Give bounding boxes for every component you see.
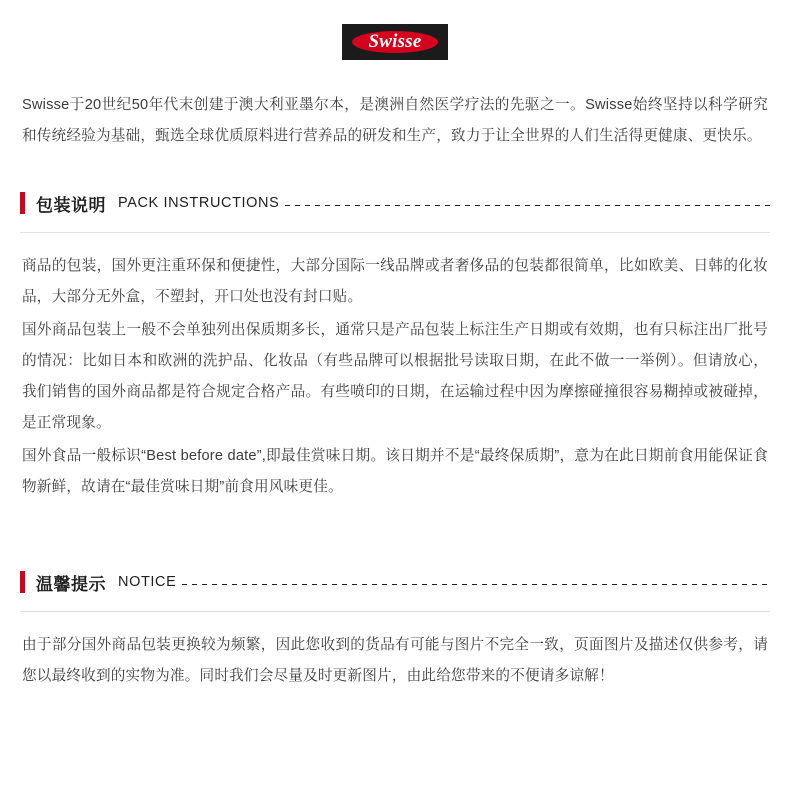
section-title-en: NOTICE — [118, 574, 177, 590]
section-title-cn: 温馨提示 — [36, 574, 106, 594]
section-divider — [20, 232, 770, 233]
paragraph: 国外食品一般标识“Best before date”,即最佳赏味日期。该日期并不是“最终保质期”，意为在此日期前食用能保证食物新鲜，故请在“最佳赏味日期”前食用风味更佳。 — [22, 448, 768, 495]
section-divider — [20, 611, 770, 612]
section-header-pack-instructions — [20, 186, 770, 220]
brand-logo-container — [0, 0, 790, 68]
accent-bar — [20, 192, 25, 214]
accent-bar — [20, 571, 25, 593]
notice-body — [22, 630, 768, 692]
section-title-en: PACK INSTRUCTIONS — [118, 195, 280, 211]
section-header-notice — [20, 565, 770, 599]
section-title-cn: 包装说明 — [36, 195, 106, 215]
logo-wordmark: Swisse — [368, 31, 422, 52]
pack-instructions-body — [22, 251, 768, 503]
dashed-rule — [285, 205, 770, 206]
swisse-logo — [342, 24, 448, 60]
brand-intro-text: Swisse于20世纪50年代末创建于澳大利亚墨尔本，是澳洲自然医学疗法的先驱之一。Swisse始终坚持以科学研究和传统经验为基础，甄选全球优质原料进行营养品的研发和生产，致力于让全世界的人们生活得更健康、更快乐。 — [22, 97, 768, 144]
paragraph: 由于部分国外商品包装更换较为频繁，因此您收到的货品有可能与图片不完全一致，页面图片及描述仅供参考，请您以最终收到的实物为准。同时我们会尽量及时更新图片，由此给您带来的不便请多谅解！ — [22, 637, 768, 684]
paragraph: 商品的包装，国外更注重环保和便捷性，大部分国际一线品牌或者奢侈品的包装都很简单，比如欧美、日韩的化妆品，大部分无外盒，不塑封，开口处也没有封口贴。 — [22, 258, 768, 305]
paragraph: 国外商品包装上一般不会单独列出保质期多长，通常只是产品包装上标注生产日期或有效期，也有只标注出厂批号的情况：比如日本和欧洲的洗护品、化妆品（有些品牌可以根据批号读取日期，在此不做一一举例）。但请放心，我们销售的国外商品都是符合规定合格产品。有些喷印的日期，在运输过程中因为摩擦碰撞很容易糊掉或被碰掉，是正常现象。 — [22, 322, 768, 431]
spacer — [0, 505, 790, 531]
dashed-rule — [182, 584, 770, 585]
